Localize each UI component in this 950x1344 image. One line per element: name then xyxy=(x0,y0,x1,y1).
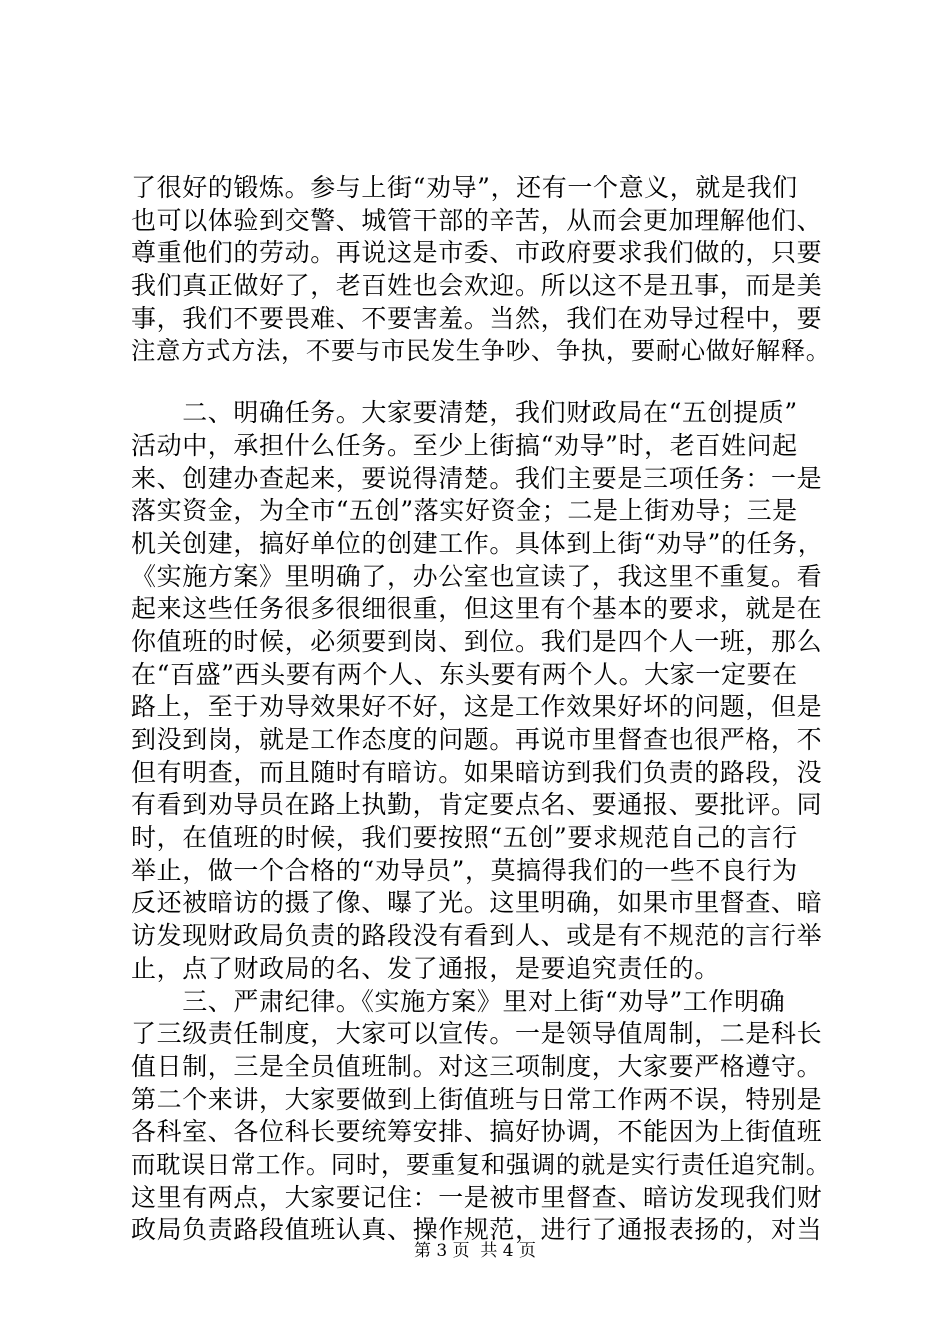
text-line: 有看到劝导员在路上执勤，肯定要点名、要通报、要批评。同 xyxy=(131,790,823,820)
text-line: 我们真正做好了，老百姓也会欢迎。所以这不是丑事，而是美 xyxy=(131,271,823,301)
text-line: 注意方式方法，不要与市民发生争吵、争执，要耐心做好解释。 xyxy=(131,336,831,366)
text-line: 也可以体验到交警、城管干部的辛苦，从而会更加理解他们、 xyxy=(131,205,823,235)
text-line: 到没到岗，就是工作态度的问题。再说市里督查也很严格，不 xyxy=(131,725,823,754)
paragraph xyxy=(131,172,831,368)
paragraph-gap xyxy=(131,368,831,397)
text-line: 而耽误日常工作。同时，要重复和强调的就是实行责任追究制。 xyxy=(131,1149,831,1179)
text-line: 了很好的锻炼。参与上街“劝导”，还有一个意义，就是我们 xyxy=(131,173,798,202)
text-line: 值日制，三是全员值班制。对这三项制度，大家要严格遵守。 xyxy=(131,1051,823,1081)
paragraph xyxy=(131,986,831,1248)
text-line: 活动中，承担什么任务。至少上街搞“劝导”时，老百姓问起 xyxy=(131,430,798,460)
text-line: 二、明确任务。大家要清楚，我们财政局在“五创提质” xyxy=(131,398,798,428)
text-line: 举止，做一个合格的“劝导员”，莫搞得我们的一些不良行为 xyxy=(131,855,798,885)
text-line: 你值班的时候，必须要到岗、到位。我们是四个人一班，那么 xyxy=(131,626,823,656)
text-line: 路上，至于劝导效果好不好，这是工作效果好坏的问题，但是 xyxy=(131,692,823,722)
text-line: 尊重他们的劳动。再说这是市委、市政府要求我们做的，只要 xyxy=(131,238,823,268)
text-line: 时，在值班的时候，我们要按照“五创”要求规范自己的言行 xyxy=(131,823,798,853)
text-line: 政局负责路段值班认真、操作规范，进行了通报表扬的，对当 xyxy=(131,1215,823,1245)
text-line: 在“百盛”西头要有两个人、东头要有两个人。大家一定要在 xyxy=(131,659,798,689)
text-line: 起来这些任务很多很细很重，但这里有个基本的要求，就是在 xyxy=(131,594,823,624)
text-line: 来、创建办查起来，要说得清楚。我们主要是三项任务：一是 xyxy=(131,463,823,493)
body-text xyxy=(131,172,831,1247)
paragraph xyxy=(131,397,831,985)
text-line: 止，点了财政局的名、发了通报，是要追究责任的。 xyxy=(131,953,720,983)
text-line: 访发现财政局负责的路段没有看到人、或是有不规范的言行举 xyxy=(131,921,823,951)
text-line: 第二个来讲，大家要做到上街值班与日常工作两不误，特别是 xyxy=(131,1084,823,1114)
text-line: 三、严肃纪律。《实施方案》里对上街“劝导”工作明确 xyxy=(131,986,786,1016)
text-line: 了三级责任制度，大家可以宣传。一是领导值周制，二是科长 xyxy=(131,1019,823,1049)
text-line: 反还被暗访的摄了像、曝了光。这里明确，如果市里督查、暗 xyxy=(131,888,823,918)
text-line: 这里有两点，大家要记住：一是被市里督查、暗访发现我们财 xyxy=(131,1182,823,1212)
text-line: 落实资金，为全市“五创”落实好资金；二是上街劝导；三是 xyxy=(131,496,798,526)
text-line: 《实施方案》里明确了，办公室也宣读了，我这里不重复。看 xyxy=(131,561,823,591)
text-line: 事，我们不要畏难、不要害羞。当然，我们在劝导过程中，要 xyxy=(131,303,823,333)
text-line: 各科室、各位科长要统筹安排、搞好协调，不能因为上街值班 xyxy=(131,1117,823,1147)
page-footer: 第 3 页 共 4 页 xyxy=(413,1241,537,1261)
text-line: 但有明查，而且随时有暗访。如果暗访到我们负责的路段，没 xyxy=(131,757,823,787)
text-line: 机关创建，搞好单位的创建工作。具体到上街“劝导”的任务， xyxy=(131,528,824,558)
